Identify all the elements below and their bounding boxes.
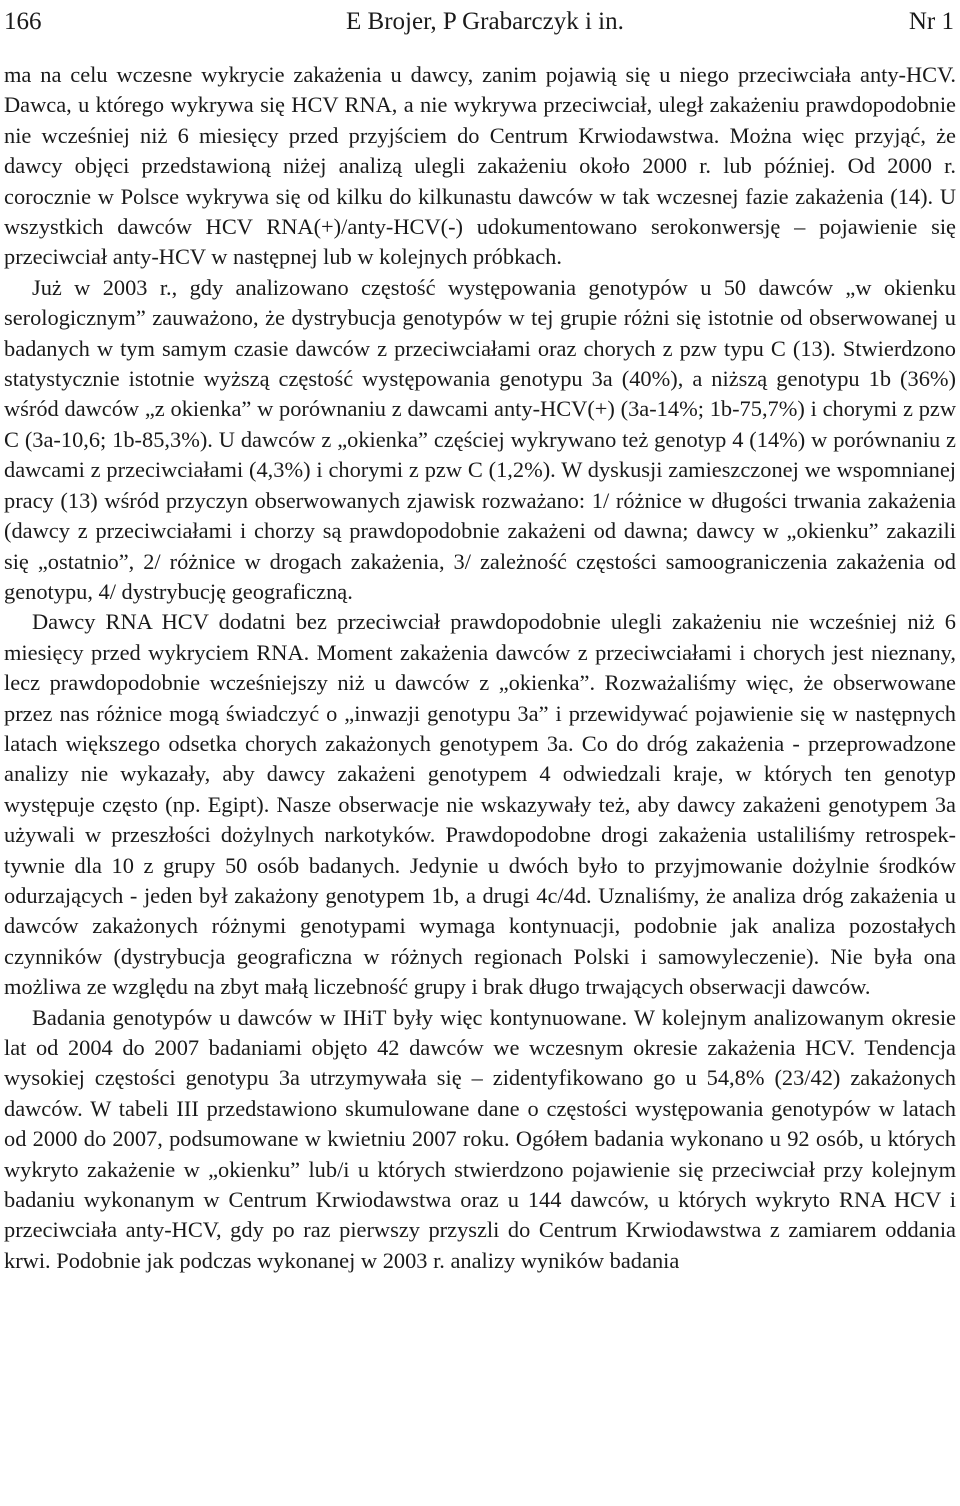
page-number: 166 — [4, 8, 42, 35]
paragraph: ma na celu wczesne wykrycie zakażenia u dawcy, zanim pojawią się u niego przeciwciała anty-HCV. Dawca, u którego wykrywa się HCV RNA, a nie wykrywa przeciwciał, uległ zakażeniu prawdopodobnie nie wcześniej niż 6 miesięcy przed przyjściem do Centrum Krwiodawstwa. Można więc przyjąć, że dawcy objęci przedstawioną niżej analizą ulegli zakażeniu około 2000 r. lub później. Od 2000 r. corocznie w Polsce wykrywa się od kilku do kilkunastu dawców w tak wczesnej fazie zakażenia (14). U wszystkich dawców HCV RNA(+)/anty-HCV(-) udokumentowano serokonwersję – pojawienie się przeciwciał anty-HCV w następnej lub w kolejnych próbkach. — [4, 62, 956, 270]
paragraph: Już w 2003 r., gdy analizowano częstość występowania genotypów u 50 dawców „w okienku serologicznym” zauważono, że dystrybucja genotypów w tej grupie różni się istotnie od obserwowanej u badanych w tym samym czasie dawców z przeciwciałami oraz chorych z pzw typu C (13). Stwierdzono statystycznie istotnie wyższą częstość występowania genotypu 3a (40%), a niższą genotypu 1b (36%) wśród dawców „z okienka” w porównaniu z dawcami anty-HCV(+) (3a-14%; 1b-75,7%) i chorymi z pzw C (3a-10,6; 1b-85,3%). U dawców z „okienka” częściej wykrywano też genotyp 4 (14%) w porównaniu z dawcami z przeciwciałami (4,3%) i chorymi z pzw C (1,2%). W dyskusji zamieszczonej we wspomnianej pracy (13) wśród przyczyn obserwowanych zjawisk rozważano: 1/ różnice w długości trwania zakażenia (dawcy z przeciwciałami i chorzy są prawdopodobnie zakażeni od dawna; dawcy w „okienku” zakazili się „ostatnio”, 2/ różnice w drogach zakażenia, 3/ zależność częstości samoograniczenia zakażenia od genotypu, 4/ dystrybucję geograficzną. — [4, 274, 956, 604]
running-header-authors: E Brojer, P Grabarczyk i in. — [346, 8, 624, 35]
page — [4, 0, 956, 1276]
running-header — [4, 0, 956, 40]
paragraph: Badania genotypów u dawców w IHiT były więc kontynuowane. W kolejnym analizowanym okresie lat od 2004 do 2007 badaniami objęto 42 dawców we wczesnym okresie zakażenia HCV. Tendencja wysokiej częstości genotypu 3a utrzymywała się – zidentyfikowano go u 54,8% (23/42) zakażonych dawców. W tabeli III przedstawiono skumulowane dane o częstości występowania genotypów w latach od 2000 do 2007, podsumowane w kwietniu 2007 roku. Ogółem badania wykonano u 92 osób, u których wykryto zakażenie w „okienku” lub/i u których stwierdzono pojawienie się przeciwciał przy kolejnym badaniu wykonanym w Centrum Krwiodawstwa oraz u 144 dawców, u których wykryto RNA HCV i przeciwciała anty-HCV, gdy po raz pierwszy przyszli do Centrum Krwiodawstwa z zamiarem oddania krwi. Podobnie jak podczas wykonanej w 2003 r. analizy wyników badania — [4, 1004, 956, 1273]
article-body — [4, 60, 956, 1276]
paragraph: Dawcy RNA HCV dodatni bez przeciwciał prawdopodobnie ulegli zakażeniu nie wcześniej niż 6 miesięcy przed wykryciem RNA. Moment zakażenia dawców z przeciwciałami i chorych jest nieznany, lecz prawdopodobnie wcześniejszy niż u dawców z „okienka”. Rozważaliśmy więc, że obserwowane przez nas różnice mogą świadczyć o „inwazji genotypu 3a” i przewidywać pojawienie się w następnych latach większego odsetka chorych zakażonych genotypem 3a. Co do dróg zakażenia - przeprowadzone analizy nie wykazały, aby dawcy zakażeni genotypem 4 odwiedzali kraje, w których ten genotyp występuje często (np. Egipt). Nasze obserwacje nie wskazywały też, aby dawcy zakażeni genotypem 3a używali w przeszłości dożylnych narkotyków. Prawdopodobne drogi zakażenia ustaliliśmy retrospektywnie dla 10 z grupy 50 osób badanych. Jedynie u dwóch było to przyjmowanie dożylnie środków odurzających - jeden był zakażony genotypem 1b, a drugi 4c/4d. Uznaliśmy, że analiza dróg zakażenia u dawców zakażonych różnymi genotypami wymaga kontynuacji, podobnie jak analiza pozostałych czynników (dystrybucja geograficzna w różnych regionach Polski i samowyleczenie). Nie była ona możliwa ze względu na zbyt małą liczebność grupy i brak długo trwających obserwacji dawców. — [4, 609, 956, 1000]
issue-number: Nr 1 — [908, 8, 954, 35]
